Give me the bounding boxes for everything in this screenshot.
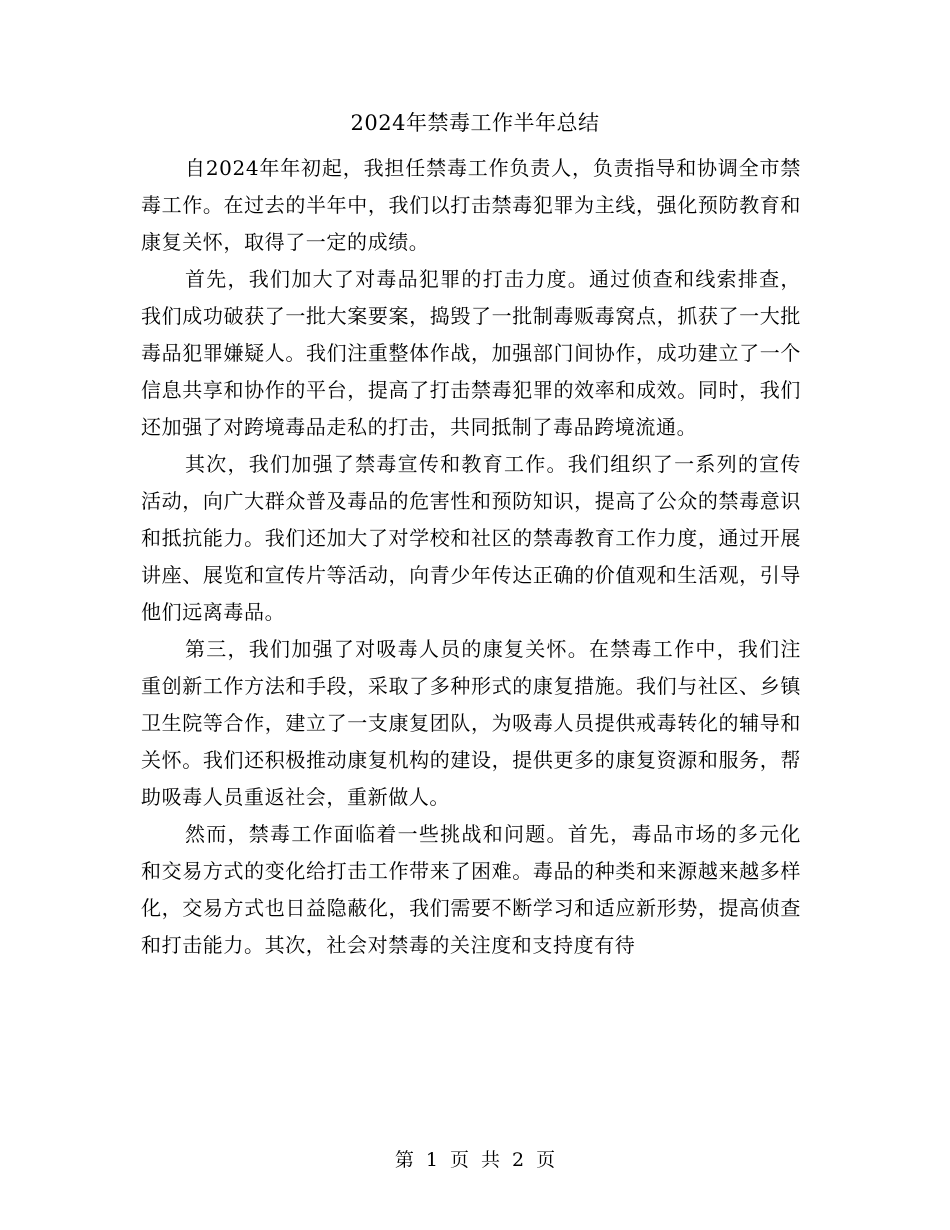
- paragraph-education: 其次，我们加强了禁毒宣传和教育工作。我们组织了一系列的宣传活动，向广大群众普及毒品的危害性和预防知识，提高了公众的禁毒意识和抵抗能力。我们还加大了对学校和社区的禁毒教育工作力度，通过开展讲座、展览和宣传片等活动，向青少年传达正确的价值观和生活观，引导他们远离毒品。: [141, 452, 801, 624]
- paragraph-rehabilitation: 第三，我们加强了对吸毒人员的康复关怀。在禁毒工作中，我们注重创新工作方法和手段，采取了多种形式的康复措施。我们与社区、乡镇卫生院等合作，建立了一支康复团队，为吸毒人员提供戒毒转化的辅导和关怀。我们还积极推动康复机构的建设，提供更多的康复资源和服务，帮助吸毒人员重返社会，重新做人。: [141, 637, 801, 809]
- paragraph-crackdown: 首先，我们加大了对毒品犯罪的打击力度。通过侦查和线索排查，我们成功破获了一批大案要案，捣毁了一批制毒贩毒窝点，抓获了一大批毒品犯罪嫌疑人。我们注重整体作战，加强部门间协作，成功建立了一个信息共享和协作的平台，提高了打击禁毒犯罪的效率和成效。同时，我们还加强了对跨境毒品走私的打击，共同抵制了毒品跨境流通。: [141, 267, 801, 439]
- document-title: 2024年禁毒工作半年总结: [350, 111, 600, 135]
- page-footer: 第 1 页 共 2 页: [394, 1149, 556, 1171]
- paragraph-challenges: 然而，禁毒工作面临着一些挑战和问题。首先，毒品市场的多元化和交易方式的变化给打击工作带来了困难。毒品的种类和来源越来越多样化，交易方式也日益隐蔽化，我们需要不断学习和适应新形势，提高侦查和打击能力。其次，社会对禁毒的关注度和支持度有待: [141, 822, 801, 957]
- paragraph-intro: 自2024年年初起，我担任禁毒工作负责人，负责指导和协调全市禁毒工作。在过去的半年中，我们以打击禁毒犯罪为主线，强化预防教育和康复关怀，取得了一定的成绩。: [141, 156, 801, 254]
- document-body: [141, 150, 801, 964]
